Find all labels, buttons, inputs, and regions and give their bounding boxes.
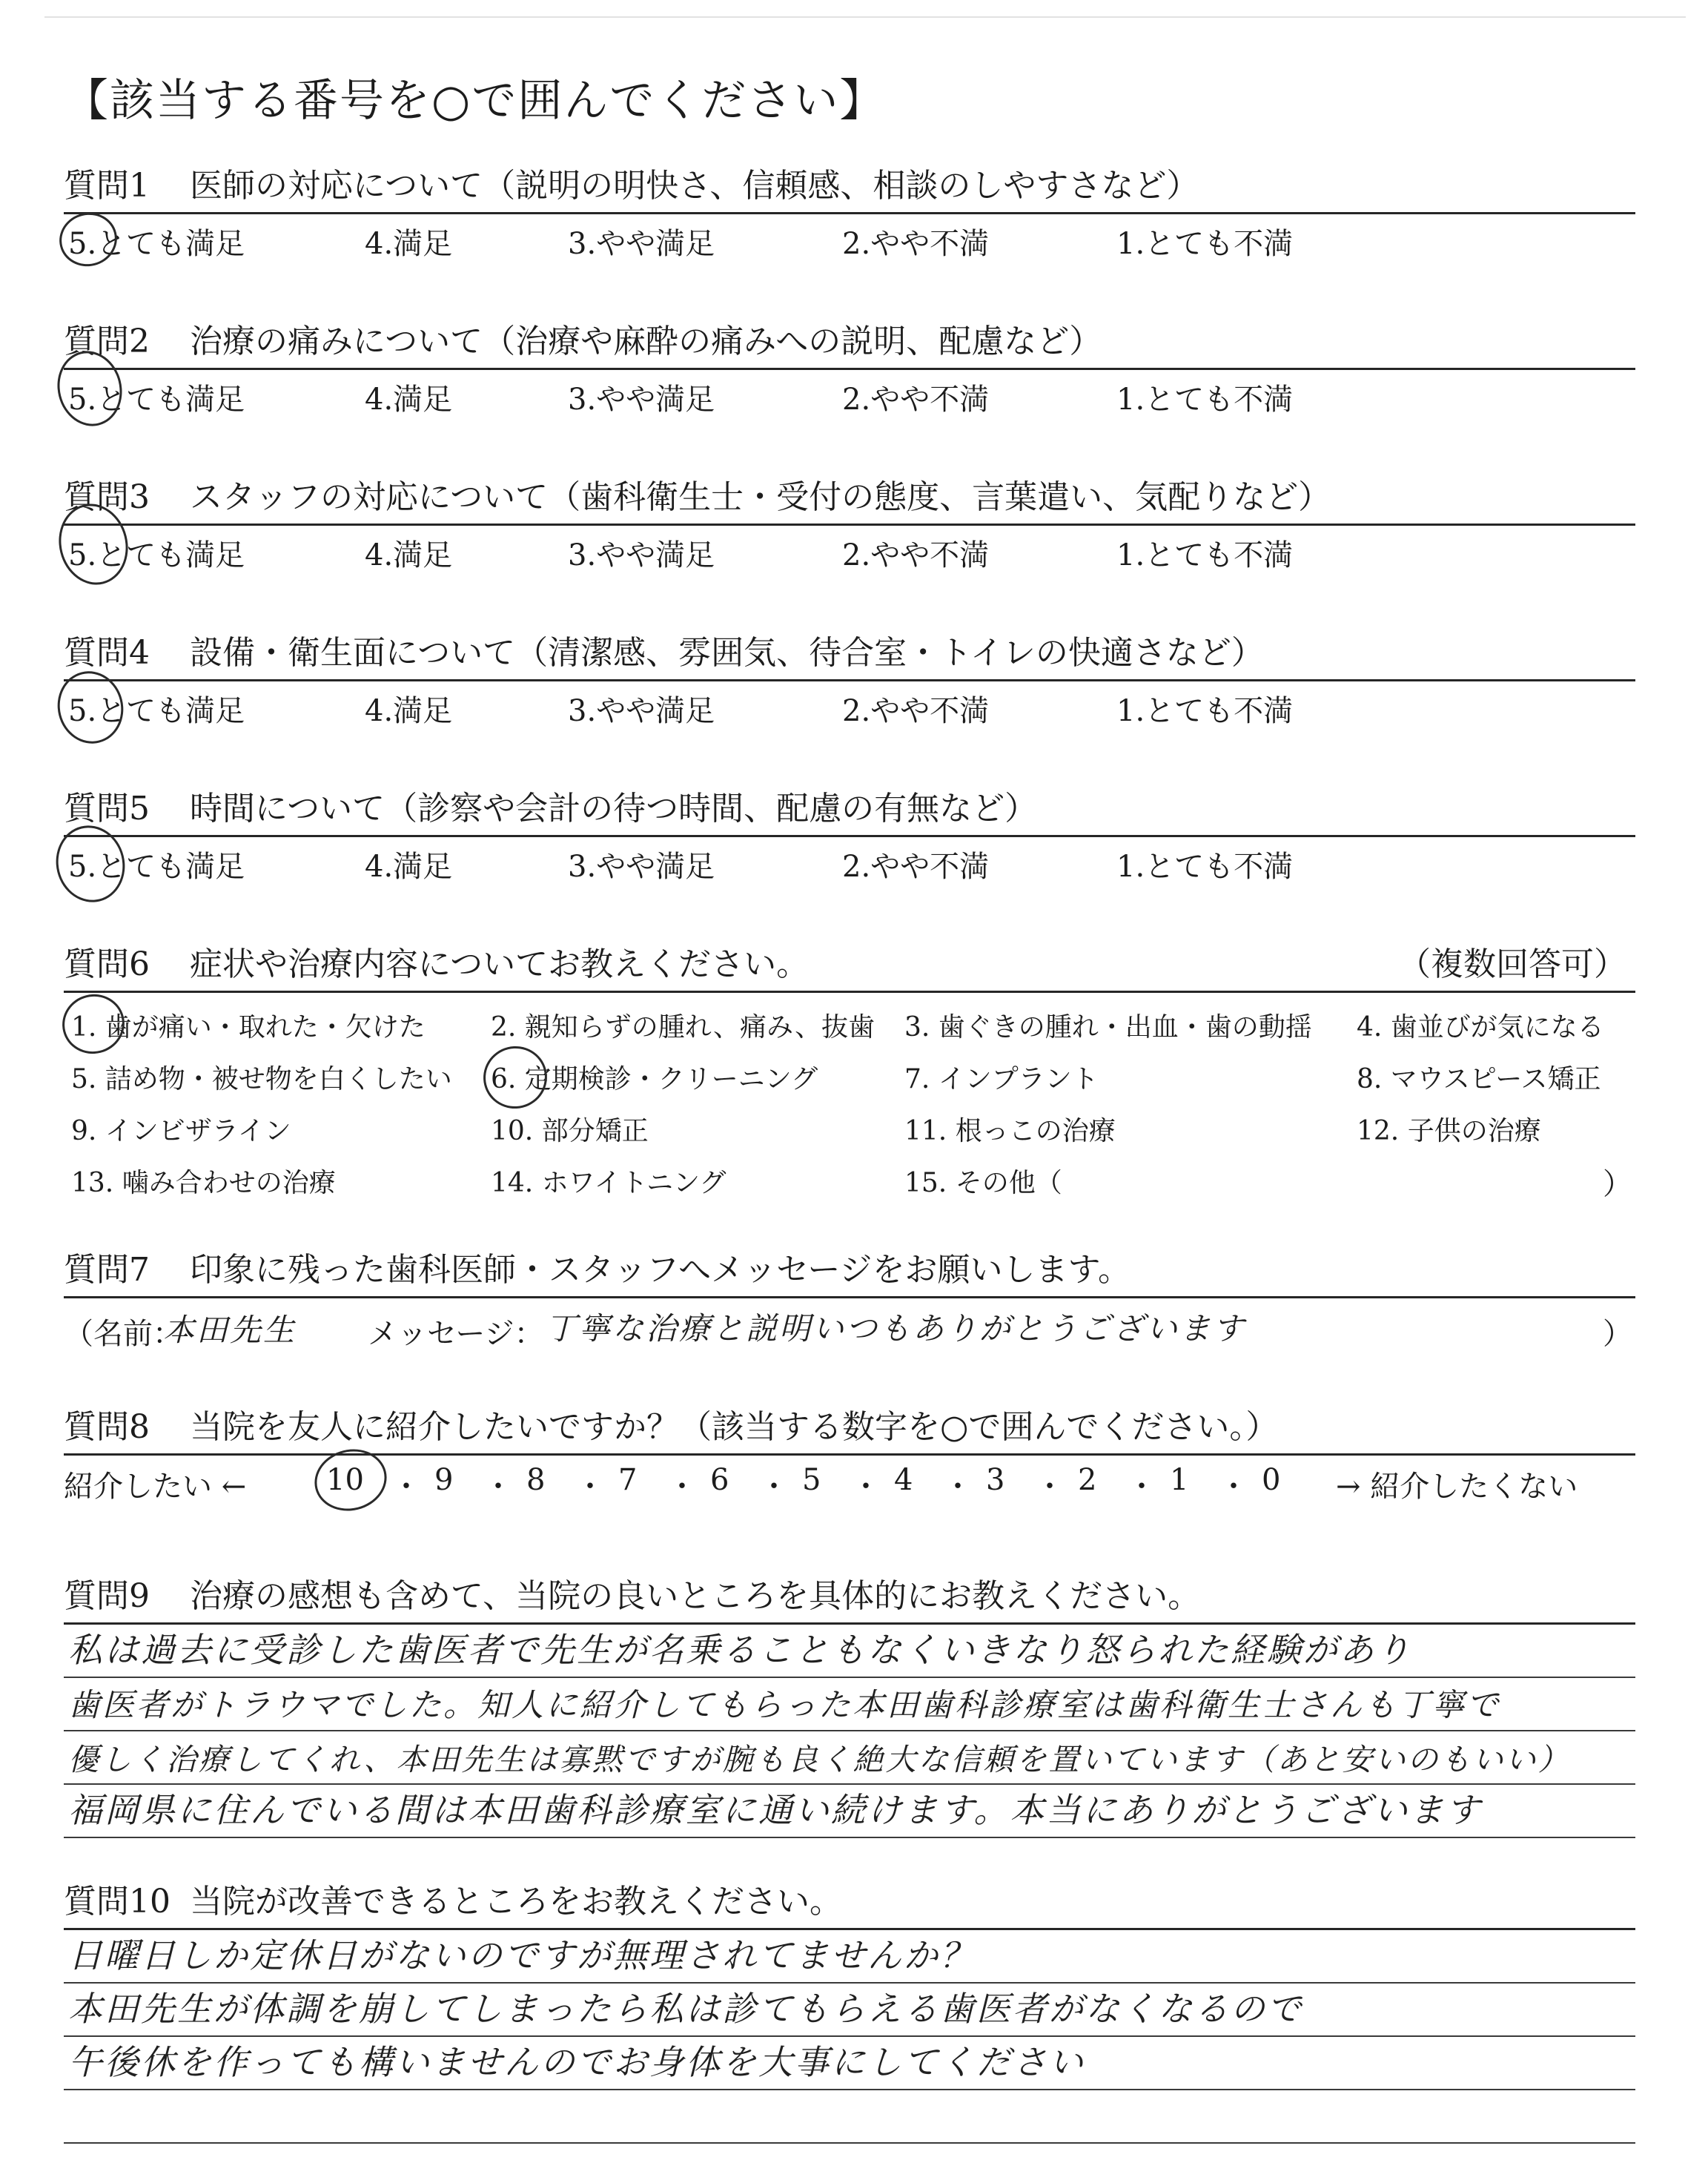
option-1[interactable]: 1.とても不満: [1116, 538, 1294, 572]
option-1[interactable]: 1.とても不満: [1116, 227, 1294, 261]
symptom-item-5[interactable]: 5. 詰め物・被せ物を白くしたい: [71, 1064, 452, 1094]
symptom-item-11[interactable]: 11. 根っこの治療: [904, 1116, 1116, 1146]
handwritten-text[interactable]: 歯医者がトラウマでした。知人に紹介してもらった本田歯科診療室は歯科衛生士さんも丁寧で: [68, 1687, 1500, 1724]
question-3: [64, 476, 1635, 570]
option-5[interactable]: 5.とても満足: [68, 850, 245, 884]
question-number: 質問9: [64, 1577, 150, 1615]
rating-options: [64, 526, 1635, 570]
question-heading: [64, 1249, 1635, 1292]
option-3[interactable]: 3.やや満足: [568, 538, 715, 572]
question-4: [64, 632, 1635, 726]
question-9: [64, 1575, 1635, 1838]
symptom-item-13[interactable]: 13. 噛み合わせの治療: [71, 1168, 336, 1198]
question-text: 当院を友人に紹介したいですか？（該当する数字を○で囲んでください。）: [190, 1408, 1279, 1446]
scale-dot: ・: [943, 1470, 973, 1504]
top-border: [44, 16, 1686, 18]
scale-dot: ・: [1127, 1470, 1156, 1504]
question-5: [64, 787, 1635, 882]
question-text: 治療の痛みについて（治療や麻酔の痛みへの説明、配慮など）: [190, 323, 1102, 360]
option-5[interactable]: 5.とても満足: [68, 227, 245, 261]
handwritten-text[interactable]: 私は過去に受診した歯医者で先生が名乗ることもなくいきなり怒られた経験があり: [68, 1630, 1412, 1670]
option-2[interactable]: 2.やや不満: [842, 538, 990, 572]
recommend-scale: [64, 1456, 1635, 1507]
scale-9[interactable]: 9: [434, 1463, 454, 1497]
scale-3[interactable]: 3: [986, 1463, 1005, 1497]
scale-left-label: 紹介したい ←: [64, 1470, 247, 1504]
symptom-item-3[interactable]: 3. 歯ぐきの腫れ・出血・歯の動揺: [904, 1012, 1312, 1043]
question-heading: [64, 1406, 1635, 1449]
answer-line: [64, 1678, 1635, 1731]
scale-2[interactable]: 2: [1078, 1463, 1097, 1497]
question-text: 当院が改善できるところをお教えください。: [190, 1883, 842, 1920]
scale-dot: ・: [391, 1470, 421, 1504]
option-4[interactable]: 4.満足: [365, 694, 453, 728]
option-4[interactable]: 4.満足: [365, 383, 453, 417]
answer-line: [64, 1785, 1635, 1838]
option-3[interactable]: 3.やや満足: [568, 227, 715, 261]
answer-line: [64, 2090, 1635, 2144]
question-text: 設備・衛生面について（清潔感、雰囲気、待合室・トイレの快適さなど）: [190, 634, 1264, 672]
answer-line: [64, 1625, 1635, 1678]
scale-dot: ・: [851, 1470, 881, 1504]
question-heading: [64, 632, 1635, 675]
scale-10[interactable]: 10: [326, 1463, 364, 1497]
symptom-item-12[interactable]: 12. 子供の治療: [1357, 1116, 1541, 1146]
option-5[interactable]: 5.とても満足: [68, 383, 245, 417]
option-4[interactable]: 4.満足: [365, 538, 453, 572]
name-label: （名前：: [64, 1317, 182, 1351]
question-heading: [64, 476, 1635, 519]
question-heading: [64, 320, 1635, 363]
question-number: 質問5: [64, 790, 150, 828]
answer-line: [64, 1984, 1635, 2037]
symptom-item-10[interactable]: 10. 部分矯正: [491, 1116, 649, 1146]
rating-options: [64, 214, 1635, 259]
question-text: 医師の対応について（説明の明快さ、信頼感、相談のしやすさなど）: [190, 167, 1199, 205]
name-value[interactable]: 本田先生: [163, 1312, 297, 1348]
option-2[interactable]: 2.やや不満: [842, 850, 990, 884]
scale-0[interactable]: 0: [1262, 1463, 1281, 1497]
scale-4[interactable]: 4: [894, 1463, 913, 1497]
option-2[interactable]: 2.やや不満: [842, 227, 990, 261]
page-title: 【該当する番号を○で囲んでください】: [64, 75, 886, 127]
answer-lines: [64, 1930, 1635, 2144]
scale-dot: ・: [1219, 1470, 1248, 1504]
question-heading: [64, 1880, 1635, 1923]
question-text: スタッフの対応について（歯科衛生士・受付の態度、言葉遣い、気配りなど）: [190, 478, 1331, 516]
question-number: 質問1: [64, 167, 150, 205]
symptom-item-14[interactable]: 14. ホワイトニング: [491, 1168, 726, 1198]
rating-options: [64, 370, 1635, 415]
symptom-item-7[interactable]: 7. インプラント: [904, 1064, 1099, 1094]
question-number: 質問4: [64, 634, 150, 672]
rating-options: [64, 681, 1635, 726]
scale-dot: ・: [759, 1470, 789, 1504]
question-text: 時間について（診察や会計の待つ時間、配慮の有無など）: [190, 790, 1038, 828]
question-number: 質問8: [64, 1408, 150, 1446]
symptom-item-8[interactable]: 8. マウスピース矯正: [1357, 1064, 1601, 1094]
handwritten-text[interactable]: 本田先生が体調を崩してしまったら私は診てもらえる歯医者がなくなるので: [68, 1989, 1303, 2029]
option-1[interactable]: 1.とても不満: [1116, 383, 1294, 417]
symptom-item-9[interactable]: 9. インビザライン: [71, 1116, 291, 1146]
symptom-item-2[interactable]: 2. 親知らずの腫れ、痛み、抜歯: [491, 1012, 875, 1043]
scale-7[interactable]: 7: [618, 1463, 638, 1497]
option-3[interactable]: 3.やや満足: [568, 850, 715, 884]
option-2[interactable]: 2.やや不満: [842, 694, 990, 728]
message-label: メッセージ：: [368, 1317, 544, 1351]
question-heading: [64, 165, 1635, 208]
option-1[interactable]: 1.とても不満: [1116, 694, 1294, 728]
question-number: 質問2: [64, 323, 150, 360]
option-4[interactable]: 4.満足: [365, 227, 453, 261]
scale-dot: ・: [667, 1470, 697, 1504]
handwritten-text[interactable]: 午後休を作っても構いませんのでお身体を大事にしてください: [68, 2042, 1085, 2082]
option-2[interactable]: 2.やや不満: [842, 383, 990, 417]
option-1[interactable]: 1.とても不満: [1116, 850, 1294, 884]
question-number: 質問6: [64, 945, 150, 983]
message-row: [64, 1298, 1635, 1352]
option-5[interactable]: 5.とても満足: [68, 694, 245, 728]
handwritten-text[interactable]: 優しく治療してくれ、本田先生は寡黙ですが腕も良く絶大な信頼を置いています（あと安いのもいい）: [68, 1742, 1571, 1777]
rating-options: [64, 837, 1635, 882]
scale-dot: ・: [575, 1470, 605, 1504]
message-close-paren: ）: [1603, 1317, 1632, 1351]
scale-1[interactable]: 1: [1170, 1463, 1189, 1497]
question-8: [64, 1406, 1635, 1507]
question-number: 質問3: [64, 478, 150, 516]
other-close-paren: ）: [1603, 1167, 1632, 1201]
question-2: [64, 320, 1635, 415]
symptom-item-15[interactable]: 15. その他（: [904, 1168, 1062, 1198]
question-number: 質問7: [64, 1251, 150, 1289]
scale-8[interactable]: 8: [526, 1463, 546, 1497]
scale-6[interactable]: 6: [710, 1463, 729, 1497]
symptom-options: [64, 993, 1635, 1208]
multiple-answer-note: （複数回答可）: [1398, 945, 1626, 983]
option-5[interactable]: 5.とても満足: [68, 538, 245, 572]
question-1: [64, 165, 1635, 259]
symptom-item-1[interactable]: 1. 歯が痛い・取れた・欠けた: [71, 1012, 426, 1043]
option-4[interactable]: 4.満足: [365, 850, 453, 884]
answer-line: [64, 2037, 1635, 2090]
question-heading: [64, 1575, 1635, 1618]
question-text: 治療の感想も含めて、当院の良いところを具体的にお教えください。: [190, 1577, 1201, 1615]
question-heading: [64, 787, 1635, 830]
answer-line: [64, 1731, 1635, 1785]
question-6: [64, 943, 1635, 1208]
question-heading: [64, 943, 1635, 986]
scale-right-label: → 紹介したくない: [1336, 1470, 1578, 1504]
question-number: 質問10: [64, 1883, 171, 1920]
question-10: [64, 1880, 1635, 2144]
option-3[interactable]: 3.やや満足: [568, 694, 715, 728]
scale-dot: ・: [1035, 1470, 1065, 1504]
symptom-item-6[interactable]: 6. 定期検診・クリーニング: [491, 1064, 818, 1094]
message-value[interactable]: 丁寧な治療と説明いつもありがとうございます: [546, 1310, 1247, 1347]
option-3[interactable]: 3.やや満足: [568, 383, 715, 417]
answer-line: [64, 1930, 1635, 1984]
answer-lines: [64, 1625, 1635, 1838]
question-text: 症状や治療内容についてお教えください。: [190, 945, 810, 983]
question-text: 印象に残った歯科医師・スタッフへメッセージをお願いします。: [190, 1251, 1131, 1289]
scale-dot: ・: [483, 1470, 513, 1504]
handwritten-text[interactable]: 福岡県に住んでいる間は本田歯科診療室に通い続けます。本当にありがとうございます: [68, 1790, 1483, 1830]
handwritten-text[interactable]: 日曜日しか定休日がないのですが無理されてませんか？: [68, 1935, 976, 1975]
question-7: [64, 1249, 1635, 1352]
symptom-item-4[interactable]: 4. 歯並びが気になる: [1357, 1012, 1604, 1043]
scale-5[interactable]: 5: [802, 1463, 821, 1497]
